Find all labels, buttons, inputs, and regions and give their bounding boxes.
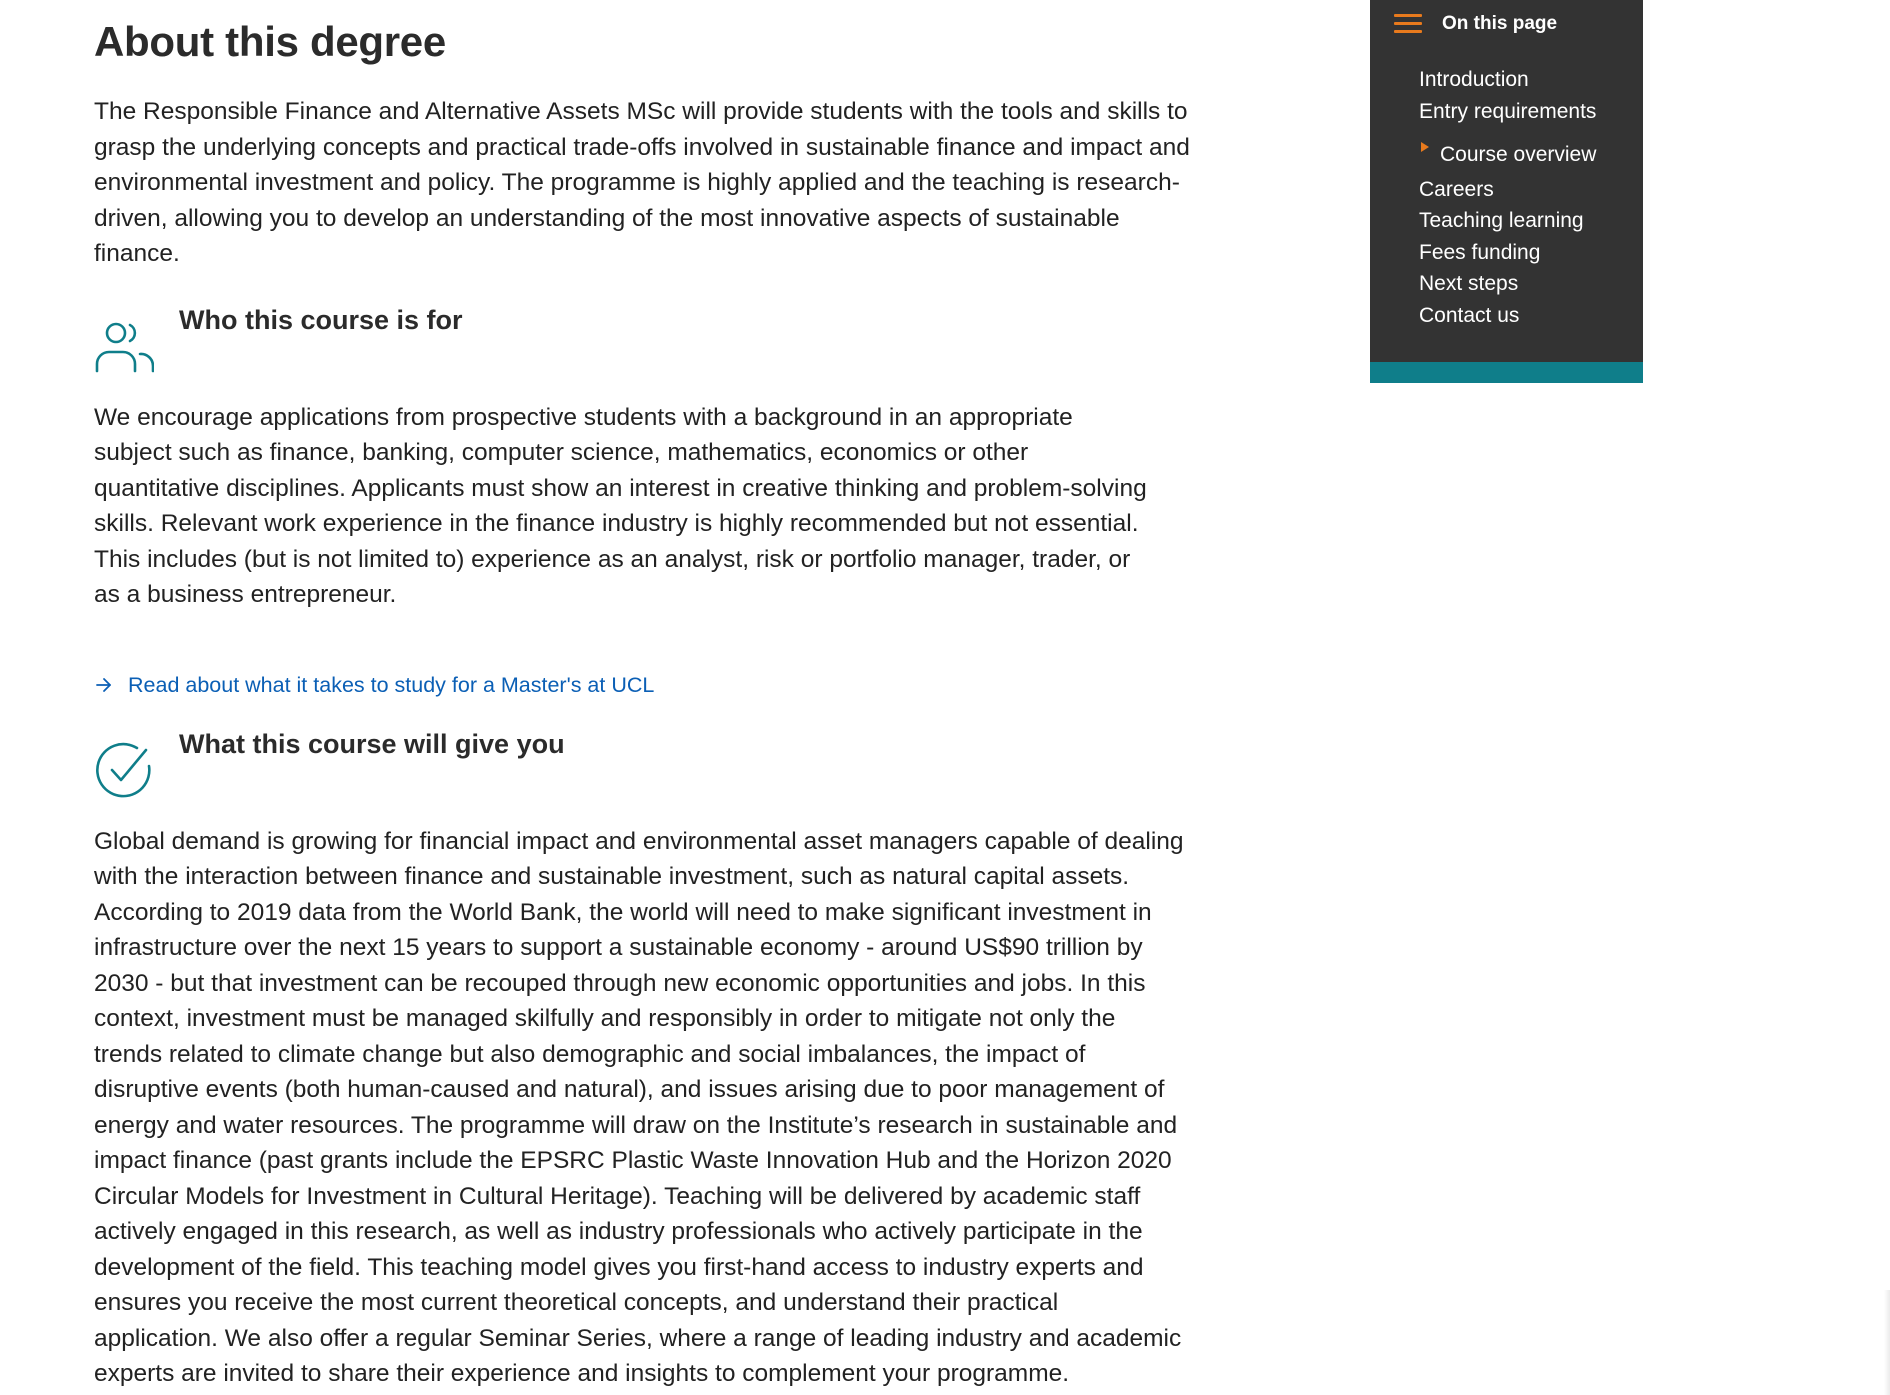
page-title: About this degree: [94, 18, 446, 65]
menu-icon[interactable]: [1394, 13, 1422, 35]
who-section-header: [94, 304, 1204, 380]
intro-paragraph: The Responsible Finance and Alternative Assets MSc will provide students with the tools and skills to grasp the underlying concepts and practical trade-offs involved in sustainable finance and impact and environmental investment and policy. The programme is highly applied and the teaching is research-driven, allowing you to develop an understanding of the most innovative aspects of sustainable finance.: [94, 98, 1190, 267]
current-marker-icon: [1421, 142, 1429, 152]
sidebar-accent-bar: [1370, 362, 1643, 383]
sidebar-item-careers[interactable]: Careers: [1419, 177, 1494, 201]
sidebar-item-course-overview[interactable]: [1419, 139, 1596, 171]
sidebar-item-contact-us[interactable]: Contact us: [1419, 303, 1520, 327]
sidebar-header[interactable]: [1394, 13, 1557, 35]
give-section-header: [94, 728, 1204, 804]
sidebar-item-introduction[interactable]: Introduction: [1419, 68, 1529, 91]
people-icon: [94, 316, 154, 376]
who-heading: Who this course is for: [179, 304, 463, 335]
main-content: [94, 0, 1204, 1392]
sidebar-item-next-steps[interactable]: Next steps: [1419, 272, 1519, 295]
sidebar-nav: [1419, 64, 1596, 331]
give-heading: What this course will give you: [179, 728, 565, 759]
sidebar-item-course-overview-label: Course overview: [1440, 143, 1597, 166]
study-masters-link[interactable]: [94, 673, 1204, 698]
arrow-right-icon: [94, 675, 114, 695]
sidebar-item-teaching-learning[interactable]: Teaching learning: [1419, 209, 1584, 232]
check-circle-icon: [94, 740, 154, 800]
who-paragraph: We encourage applications from prospective students with a background in an appropriate subject such as finance, banking, computer science, mathematics, economics or other quantitative disciplines. Applicants must show an interest in creative thinking and problem-solving skills. Relevant work experience in the finance industry is highly recommended but not essential. This includes (but is not limited to) experience as an analyst, risk or portfolio manager, trader, or as a business entrepreneur.: [94, 403, 1147, 608]
sidebar-title: On this page: [1442, 13, 1558, 34]
on-this-page-sidebar: [1370, 0, 1643, 362]
sidebar-item-entry-requirements[interactable]: Entry requirements: [1419, 99, 1597, 123]
give-paragraph: Global demand is growing for financial impact and environmental asset managers capable of dealing with the interaction between finance and sustainable investment, such as natural capital assets. According to 2019 data from the World Bank, the world will need to make significant investment in infrastructure over the next 15 years to support a sustainable economy - around US$90 trillion by 2030 - but that investment can be recouped through new economic opportunities and jobs. In this context, investment must be managed skilfully and responsibly in order to mitigate not only the trends related to climate change but also demographic and social imbalances, the impact of disruptive events (both human-caused and natural), and issues arising due to poor management of energy and water resources. The programme will draw on the Institute’s research in sustainable and impact finance (past grants include the EPSRC Plastic Waste Innovation Hub and the Horizon 2020 Circular Models for Investment in Cultural Heritage). Teaching will be delivered by academic staff actively engaged in this research, as well as industry professionals who actively participate in the development of the field. This teaching model gives you first-hand access to industry experts and ensures you receive the most current theoretical concepts, and understand their practical application. We also offer a regular Seminar Series, where a range of leading industry and academic experts are invited to share their experience and insights to complement your programme.: [94, 827, 1184, 1387]
study-masters-link-label[interactable]: Read about what it takes to study for a Master's at UCL: [128, 672, 655, 697]
sidebar-item-fees-funding[interactable]: Fees funding: [1419, 240, 1541, 264]
page-edge-shadow: [1884, 1290, 1890, 1395]
